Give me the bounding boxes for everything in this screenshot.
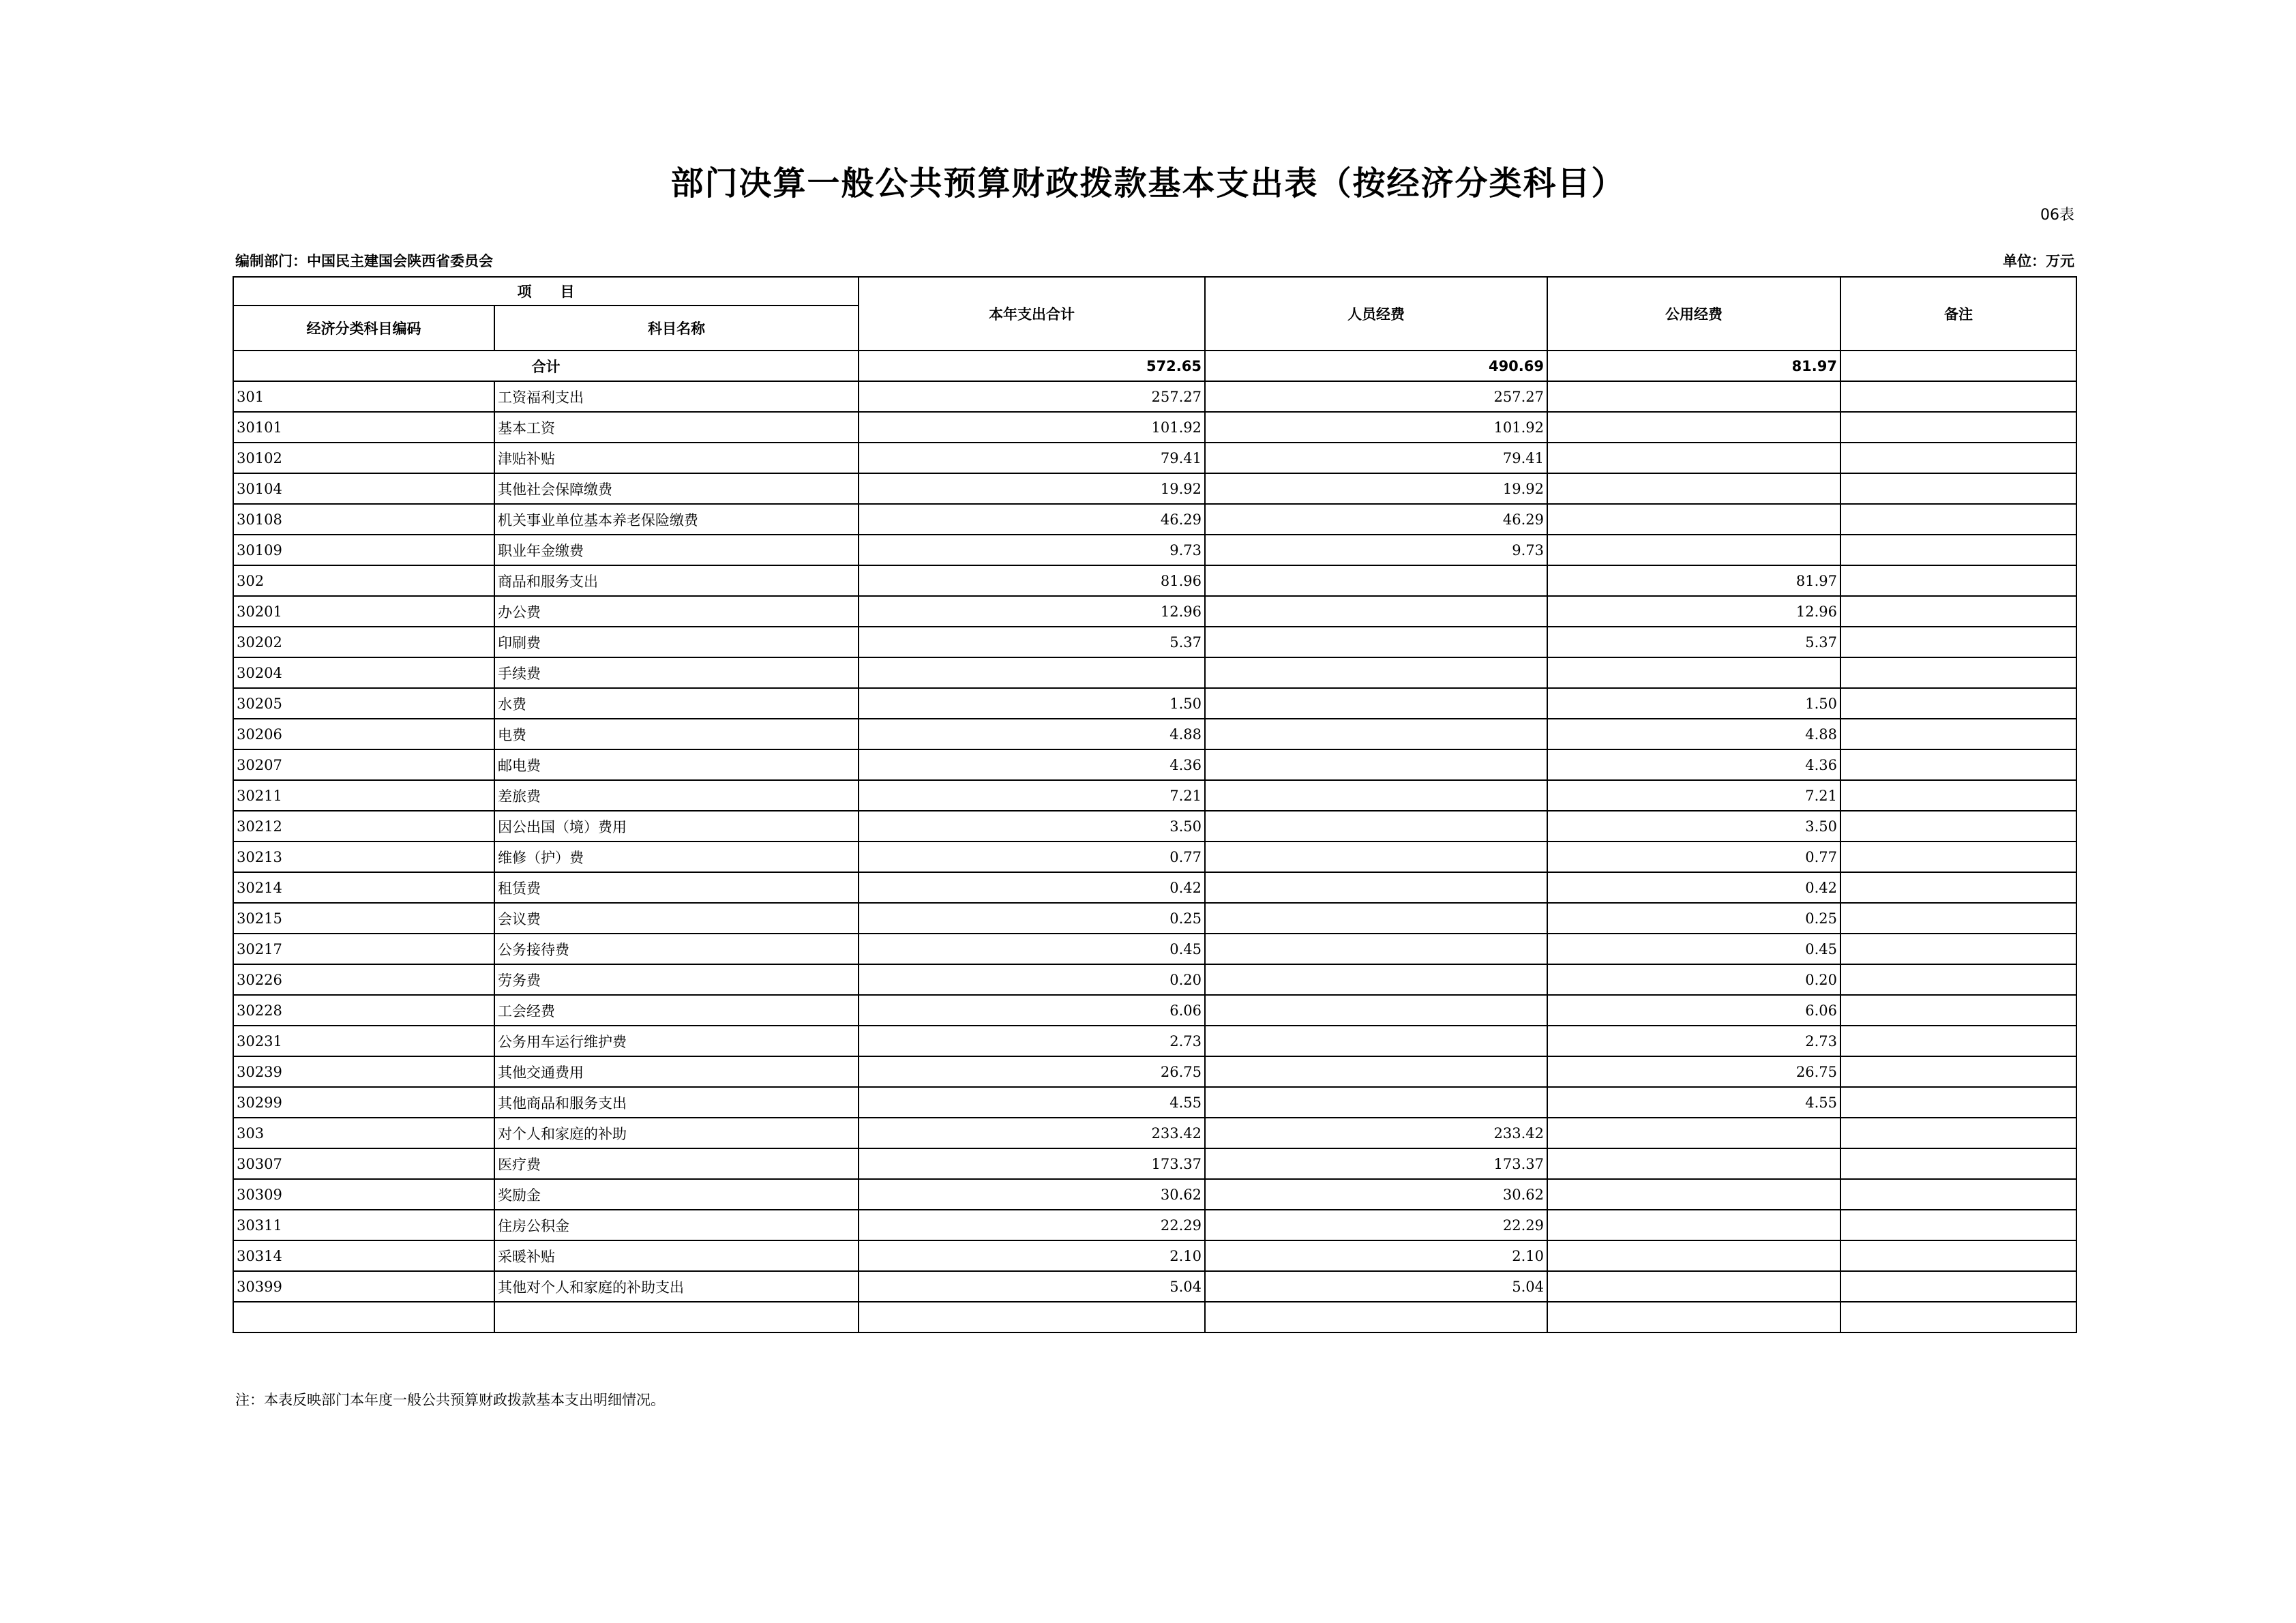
public-cell: 1.50: [1547, 688, 1840, 719]
expenditure-table: [233, 276, 2077, 1333]
code-cell: 30204: [233, 657, 494, 688]
table-row: [233, 535, 2076, 565]
public-cell: [1547, 1148, 1840, 1179]
table-row: [233, 1302, 2076, 1332]
table-row: [233, 811, 2076, 842]
remark-cell: [1840, 964, 2076, 995]
remark-cell: [1840, 473, 2076, 504]
table-row: [233, 412, 2076, 443]
code-cell: 30108: [233, 504, 494, 535]
name-cell: 职业年金缴费: [494, 535, 859, 565]
personnel-cell: [1205, 811, 1547, 842]
public-cell: 2.73: [1547, 1026, 1840, 1056]
total-cell: 9.73: [859, 535, 1205, 565]
name-cell: 差旅费: [494, 780, 859, 811]
table-row: [233, 934, 2076, 964]
public-cell: 7.21: [1547, 780, 1840, 811]
public-cell: [1547, 1271, 1840, 1302]
public-cell: [1547, 1210, 1840, 1240]
total-cell: [859, 657, 1205, 688]
remark-cell: [1840, 1179, 2076, 1210]
code-cell: 30231: [233, 1026, 494, 1056]
code-cell: 30239: [233, 1056, 494, 1087]
total-public-cell: 81.97: [1547, 351, 1840, 381]
table-row: [233, 657, 2076, 688]
total-cell: 30.62: [859, 1179, 1205, 1210]
total-label: 合计: [233, 351, 859, 381]
remark-cell: [1840, 565, 2076, 596]
personnel-cell: 46.29: [1205, 504, 1547, 535]
code-cell: 302: [233, 565, 494, 596]
public-cell: [1547, 412, 1840, 443]
personnel-cell: [1205, 780, 1547, 811]
table-row: [233, 1148, 2076, 1179]
total-total-cell: 572.65: [859, 351, 1205, 381]
header-project: 项 目: [233, 277, 859, 306]
total-cell: 4.88: [859, 719, 1205, 749]
total-cell: 101.92: [859, 412, 1205, 443]
total-cell: 0.42: [859, 872, 1205, 903]
name-cell: 劳务费: [494, 964, 859, 995]
total-cell: [859, 1302, 1205, 1332]
public-cell: 12.96: [1547, 596, 1840, 627]
remark-cell: [1840, 780, 2076, 811]
name-cell: 住房公积金: [494, 1210, 859, 1240]
code-cell: 30201: [233, 596, 494, 627]
personnel-cell: [1205, 688, 1547, 719]
remark-cell: [1840, 719, 2076, 749]
table-row: [233, 504, 2076, 535]
name-cell: 商品和服务支出: [494, 565, 859, 596]
public-cell: 4.36: [1547, 749, 1840, 780]
code-cell: 30307: [233, 1148, 494, 1179]
total-cell: 12.96: [859, 596, 1205, 627]
name-cell: 办公费: [494, 596, 859, 627]
name-cell: 电费: [494, 719, 859, 749]
public-cell: [1547, 381, 1840, 412]
public-cell: [1547, 535, 1840, 565]
total-cell: 5.04: [859, 1271, 1205, 1302]
code-cell: 30205: [233, 688, 494, 719]
code-cell: 30109: [233, 535, 494, 565]
personnel-cell: 79.41: [1205, 443, 1547, 473]
personnel-cell: 2.10: [1205, 1240, 1547, 1271]
name-cell: 公务接待费: [494, 934, 859, 964]
name-cell: 其他社会保障缴费: [494, 473, 859, 504]
code-cell: 301: [233, 381, 494, 412]
remark-cell: [1840, 504, 2076, 535]
table-row: [233, 964, 2076, 995]
remark-cell: [1840, 1302, 2076, 1332]
name-cell: 津贴补贴: [494, 443, 859, 473]
total-cell: 7.21: [859, 780, 1205, 811]
code-cell: 30217: [233, 934, 494, 964]
public-cell: 3.50: [1547, 811, 1840, 842]
table-row: [233, 1240, 2076, 1271]
table-row: [233, 1087, 2076, 1118]
personnel-cell: 101.92: [1205, 412, 1547, 443]
remark-cell: [1840, 749, 2076, 780]
name-cell: 水费: [494, 688, 859, 719]
footnote: 注：本表反映部门本年度一般公共预算财政拨款基本支出明细情况。: [235, 1392, 665, 1408]
code-cell: 303: [233, 1118, 494, 1148]
personnel-cell: [1205, 657, 1547, 688]
personnel-cell: [1205, 1056, 1547, 1087]
personnel-cell: 173.37: [1205, 1148, 1547, 1179]
total-cell: 3.50: [859, 811, 1205, 842]
name-cell: 因公出国（境）费用: [494, 811, 859, 842]
header-code: 经济分类科目编码: [233, 306, 494, 351]
public-cell: 6.06: [1547, 995, 1840, 1026]
public-cell: [1547, 1118, 1840, 1148]
personnel-cell: [1205, 995, 1547, 1026]
header-name: 科目名称: [494, 306, 859, 351]
code-cell: 30206: [233, 719, 494, 749]
unit-label: 单位：万元: [2003, 253, 2074, 269]
total-remark-cell: [1840, 351, 2076, 381]
public-cell: [1547, 1302, 1840, 1332]
total-cell: 22.29: [859, 1210, 1205, 1240]
name-cell: 机关事业单位基本养老保险缴费: [494, 504, 859, 535]
public-cell: 0.42: [1547, 872, 1840, 903]
remark-cell: [1840, 443, 2076, 473]
public-cell: 4.88: [1547, 719, 1840, 749]
public-cell: 81.97: [1547, 565, 1840, 596]
code-cell: 30104: [233, 473, 494, 504]
table-row: [233, 381, 2076, 412]
name-cell: 工会经费: [494, 995, 859, 1026]
total-cell: 2.10: [859, 1240, 1205, 1271]
personnel-cell: 19.92: [1205, 473, 1547, 504]
table-row: [233, 903, 2076, 934]
table-row: [233, 688, 2076, 719]
table-row: [233, 995, 2076, 1026]
remark-cell: [1840, 412, 2076, 443]
header-total: 本年支出合计: [859, 277, 1205, 351]
name-cell: 会议费: [494, 903, 859, 934]
public-cell: [1547, 1179, 1840, 1210]
personnel-cell: [1205, 596, 1547, 627]
remark-cell: [1840, 811, 2076, 842]
total-cell: 0.77: [859, 842, 1205, 872]
code-cell: 30211: [233, 780, 494, 811]
code-cell: 30311: [233, 1210, 494, 1240]
remark-cell: [1840, 596, 2076, 627]
public-cell: 0.25: [1547, 903, 1840, 934]
personnel-cell: [1205, 565, 1547, 596]
code-cell: 30299: [233, 1087, 494, 1118]
total-cell: 257.27: [859, 381, 1205, 412]
total-cell: 233.42: [859, 1118, 1205, 1148]
total-cell: 79.41: [859, 443, 1205, 473]
public-cell: [1547, 473, 1840, 504]
personnel-cell: 30.62: [1205, 1179, 1547, 1210]
table-row: [233, 596, 2076, 627]
remark-cell: [1840, 842, 2076, 872]
table-row: [233, 749, 2076, 780]
public-cell: 5.37: [1547, 627, 1840, 657]
table-row: [233, 1056, 2076, 1087]
personnel-cell: 5.04: [1205, 1271, 1547, 1302]
name-cell: 手续费: [494, 657, 859, 688]
personnel-cell: [1205, 964, 1547, 995]
remark-cell: [1840, 1087, 2076, 1118]
code-cell: 30213: [233, 842, 494, 872]
total-cell: 1.50: [859, 688, 1205, 719]
public-cell: 4.55: [1547, 1087, 1840, 1118]
remark-cell: [1840, 1026, 2076, 1056]
personnel-cell: [1205, 749, 1547, 780]
total-cell: 0.25: [859, 903, 1205, 934]
table-row: [233, 627, 2076, 657]
code-cell: 30309: [233, 1179, 494, 1210]
public-cell: 0.20: [1547, 964, 1840, 995]
total-row: [233, 351, 2076, 381]
remark-cell: [1840, 1118, 2076, 1148]
name-cell: 奖励金: [494, 1179, 859, 1210]
total-cell: 6.06: [859, 995, 1205, 1026]
name-cell: 医疗费: [494, 1148, 859, 1179]
name-cell: 其他对个人和家庭的补助支出: [494, 1271, 859, 1302]
table-row: [233, 842, 2076, 872]
org-label: 编制部门：中国民主建国会陕西省委员会: [235, 253, 493, 269]
code-cell: 30314: [233, 1240, 494, 1271]
remark-cell: [1840, 872, 2076, 903]
table-row: [233, 1210, 2076, 1240]
personnel-cell: [1205, 842, 1547, 872]
name-cell: 印刷费: [494, 627, 859, 657]
total-cell: 5.37: [859, 627, 1205, 657]
table-row: [233, 1179, 2076, 1210]
public-cell: [1547, 657, 1840, 688]
personnel-cell: 22.29: [1205, 1210, 1547, 1240]
page-title: 部门决算一般公共预算财政拨款基本支出表（按经济分类科目）: [670, 164, 1626, 203]
table-row: [233, 443, 2076, 473]
total-cell: 2.73: [859, 1026, 1205, 1056]
total-cell: 46.29: [859, 504, 1205, 535]
remark-cell: [1840, 1210, 2076, 1240]
remark-cell: [1840, 627, 2076, 657]
total-cell: 26.75: [859, 1056, 1205, 1087]
total-cell: 4.36: [859, 749, 1205, 780]
code-cell: 30226: [233, 964, 494, 995]
table-row: [233, 1271, 2076, 1302]
code-cell: 30214: [233, 872, 494, 903]
remark-cell: [1840, 1148, 2076, 1179]
header-remark: 备注: [1840, 277, 2076, 351]
table-row: [233, 719, 2076, 749]
name-cell: 其他交通费用: [494, 1056, 859, 1087]
remark-cell: [1840, 1056, 2076, 1087]
table-row: [233, 1026, 2076, 1056]
code-cell: [233, 1302, 494, 1332]
remark-cell: [1840, 934, 2076, 964]
header-public: 公用经费: [1547, 277, 1840, 351]
name-cell: 其他商品和服务支出: [494, 1087, 859, 1118]
personnel-cell: [1205, 872, 1547, 903]
personnel-cell: 9.73: [1205, 535, 1547, 565]
total-personnel-cell: 490.69: [1205, 351, 1547, 381]
table-row: [233, 473, 2076, 504]
code-cell: 30202: [233, 627, 494, 657]
name-cell: 公务用车运行维护费: [494, 1026, 859, 1056]
table-row: [233, 565, 2076, 596]
total-cell: 173.37: [859, 1148, 1205, 1179]
personnel-cell: [1205, 1026, 1547, 1056]
total-cell: 81.96: [859, 565, 1205, 596]
remark-cell: [1840, 657, 2076, 688]
personnel-cell: [1205, 719, 1547, 749]
public-cell: [1547, 443, 1840, 473]
public-cell: [1547, 1240, 1840, 1271]
name-cell: [494, 1302, 859, 1332]
code-cell: 30212: [233, 811, 494, 842]
code-cell: 30207: [233, 749, 494, 780]
personnel-cell: 257.27: [1205, 381, 1547, 412]
total-cell: 19.92: [859, 473, 1205, 504]
remark-cell: [1840, 1240, 2076, 1271]
personnel-cell: [1205, 903, 1547, 934]
total-cell: 0.20: [859, 964, 1205, 995]
name-cell: 工资福利支出: [494, 381, 859, 412]
code-cell: 30228: [233, 995, 494, 1026]
remark-cell: [1840, 903, 2076, 934]
name-cell: 租赁费: [494, 872, 859, 903]
remark-cell: [1840, 688, 2076, 719]
personnel-cell: [1205, 934, 1547, 964]
personnel-cell: 233.42: [1205, 1118, 1547, 1148]
public-cell: 26.75: [1547, 1056, 1840, 1087]
code-cell: 30102: [233, 443, 494, 473]
public-cell: [1547, 504, 1840, 535]
code-cell: 30399: [233, 1271, 494, 1302]
remark-cell: [1840, 535, 2076, 565]
remark-cell: [1840, 995, 2076, 1026]
name-cell: 维修（护）费: [494, 842, 859, 872]
code-cell: 30101: [233, 412, 494, 443]
public-cell: 0.45: [1547, 934, 1840, 964]
personnel-cell: [1205, 627, 1547, 657]
name-cell: 邮电费: [494, 749, 859, 780]
name-cell: 采暖补贴: [494, 1240, 859, 1271]
personnel-cell: [1205, 1087, 1547, 1118]
name-cell: 对个人和家庭的补助: [494, 1118, 859, 1148]
header-personnel: 人员经费: [1205, 277, 1547, 351]
table-number: 06表: [2040, 207, 2074, 224]
personnel-cell: [1205, 1302, 1547, 1332]
name-cell: 基本工资: [494, 412, 859, 443]
remark-cell: [1840, 381, 2076, 412]
table-row: [233, 1118, 2076, 1148]
table-row: [233, 780, 2076, 811]
total-cell: 0.45: [859, 934, 1205, 964]
table-row: [233, 872, 2076, 903]
public-cell: 0.77: [1547, 842, 1840, 872]
remark-cell: [1840, 1271, 2076, 1302]
code-cell: 30215: [233, 903, 494, 934]
total-cell: 4.55: [859, 1087, 1205, 1118]
